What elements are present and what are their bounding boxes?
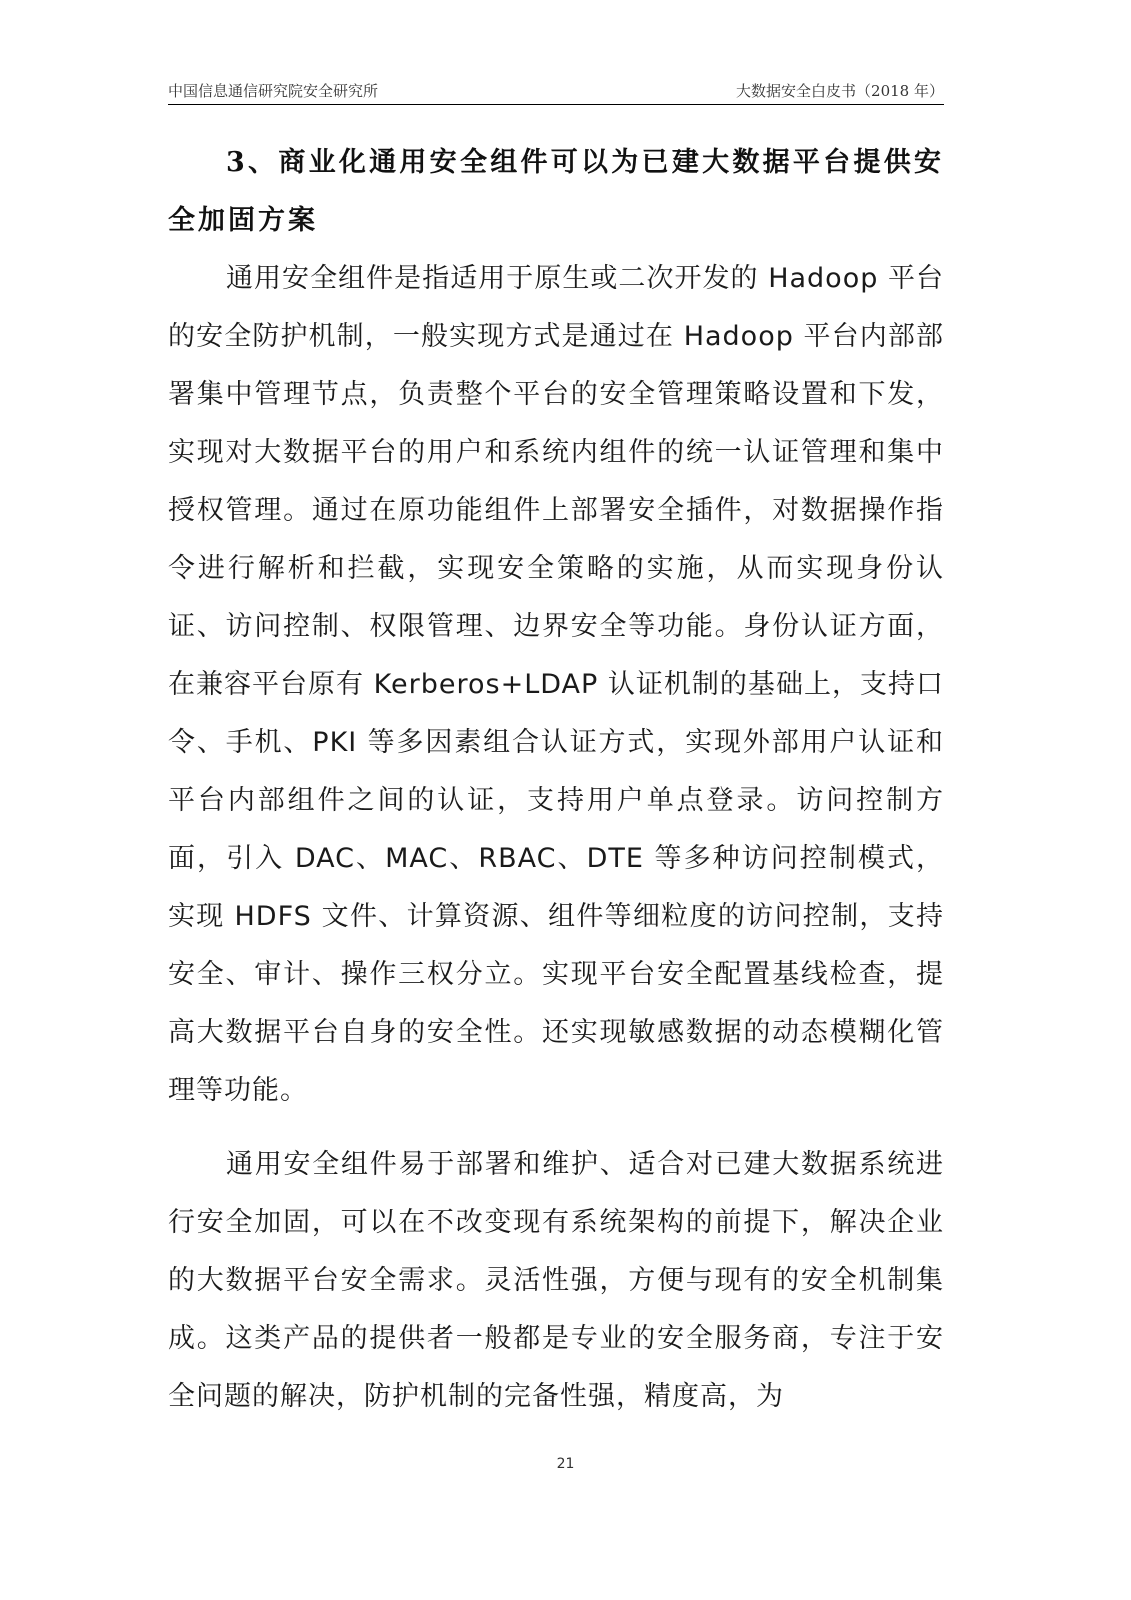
main-content: [168, 134, 944, 1426]
header-right-text: 大数据安全白皮书（2018 年）: [736, 82, 944, 100]
header-left-text: 中国信息通信研究院安全研究所: [168, 82, 379, 100]
body-paragraph-2: 通用安全组件易于部署和维护、适合对已建大数据系统进行安全加固，可以在不改变现有系统架构的前提下，解决企业的大数据平台安全需求。灵活性强，方便与现有的安全机制集成。这类产品的提供者一般都是专业的安全服务商，专注于安全问题的解决，防护机制的完备性强，精度高，为: [168, 1149, 944, 1412]
body-paragraph-1: 通用安全组件是指适用于原生或二次开发的 Hadoop 平台的安全防护机制，一般实现方式是通过在 Hadoop 平台内部部署集中管理节点，负责整个平台的安全管理策略设置和下发，实现对大数据平台的用户和系统内组件的统一认证管理和集中授权管理。通过在原功能组件上部署安全插件，对数据操作指令进行解析和拦截，实现安全策略的实施，从而实现身份认证、访问控制、权限管理、边界安全等功能。身份认证方面，在兼容平台原有 Kerberos+LDAP 认证机制的基础上，支持口令、手机、PKI 等多因素组合认证方式，实现外部用户认证和平台内部组件之间的认证，支持用户单点登录。访问控制方面，引入 DAC、MAC、RBAC、DTE 等多种访问控制模式，实现 HDFS 文件、计算资源、组件等细粒度的访问控制，支持安全、审计、操作三权分立。实现平台安全配置基线检查，提高大数据平台自身的安全性。还实现敏感数据的动态模糊化管理等功能。: [168, 263, 944, 1106]
section-heading: 3、商业化通用安全组件可以为已建大数据平台提供安全加固方案: [168, 147, 944, 236]
page-number: 21: [556, 1456, 575, 1472]
page-header: [168, 78, 944, 105]
